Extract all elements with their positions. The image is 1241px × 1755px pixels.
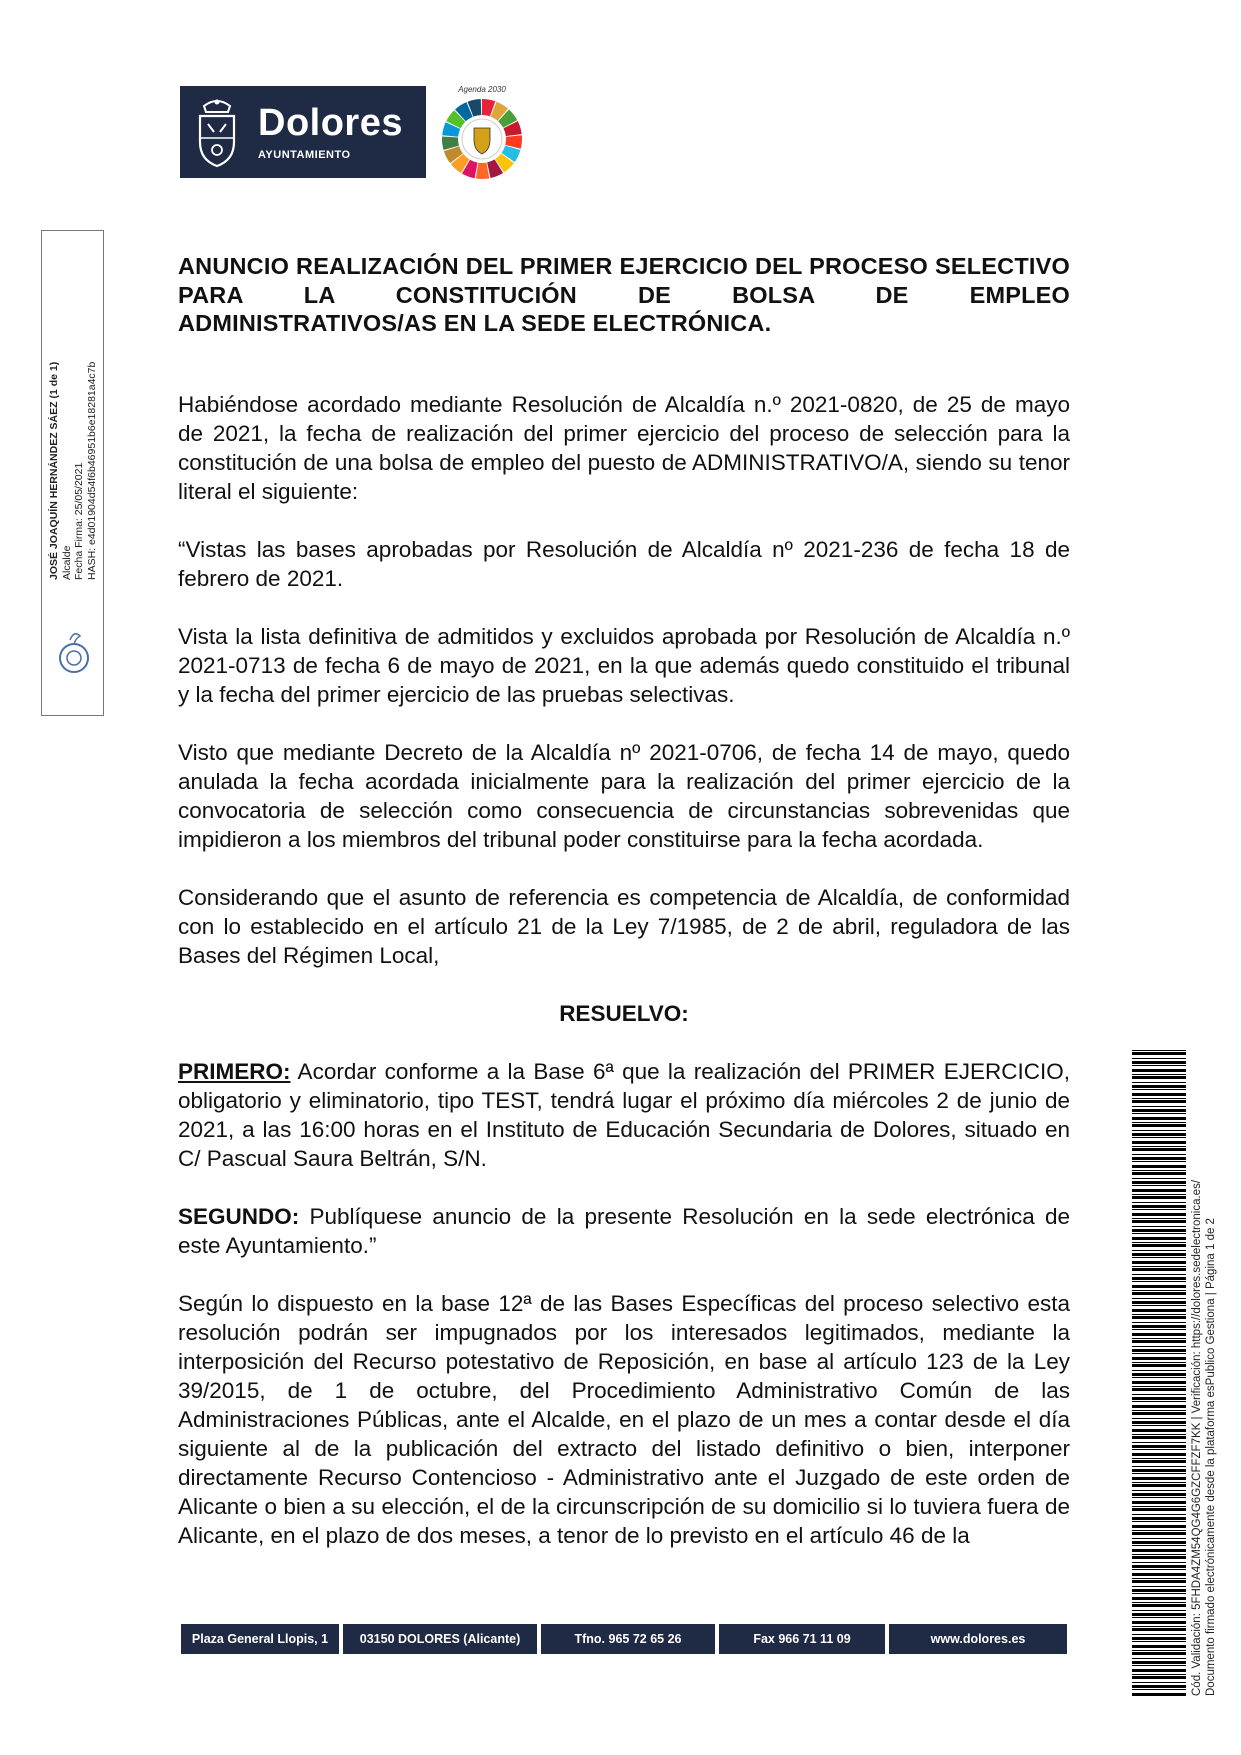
validation-line-2: Documento firmado electrónicamente desde la plataforma esPublico Gestiona | Página 1 de 2 — [1205, 1218, 1217, 1696]
barcode-bar — [1132, 1466, 1186, 1467]
barcode-bar — [1132, 1220, 1186, 1223]
barcode-bar — [1132, 1445, 1186, 1448]
barcode-bar — [1132, 1617, 1186, 1618]
barcode-bar — [1132, 1170, 1186, 1171]
barcode-bar — [1132, 1113, 1186, 1114]
barcode-bar — [1132, 1442, 1186, 1443]
barcode-bar — [1132, 1373, 1186, 1376]
seal-icon — [54, 610, 94, 680]
barcode-bar — [1132, 1093, 1186, 1096]
barcode-bar — [1132, 1069, 1186, 1072]
agenda-2030-logo — [432, 82, 532, 182]
barcode-bar — [1132, 1545, 1186, 1546]
barcode-bar — [1132, 1213, 1186, 1216]
segundo-label: SEGUNDO: — [178, 1204, 300, 1229]
barcode-bar — [1132, 1676, 1186, 1679]
barcode-icon — [1132, 1050, 1186, 1700]
barcode-bar — [1132, 1521, 1186, 1522]
signature-date: Fecha Firma: 25/05/2021 — [73, 462, 85, 580]
signer-role: Alcalde — [60, 545, 73, 580]
barcode-bar — [1132, 1410, 1186, 1411]
barcode-bar — [1132, 1418, 1186, 1419]
footer-address: Plaza General Llopis, 1 — [181, 1624, 339, 1654]
barcode-bar — [1132, 1473, 1186, 1474]
footer-bar — [181, 1624, 1067, 1654]
barcode-bar — [1132, 1100, 1186, 1103]
barcode-bar — [1132, 1233, 1186, 1234]
barcode-bar — [1132, 1061, 1186, 1064]
barcode-bar — [1132, 1329, 1186, 1330]
barcode-bar — [1132, 1349, 1186, 1352]
barcode-bar — [1132, 1405, 1186, 1408]
barcode-bar — [1132, 1501, 1186, 1504]
barcode-bar — [1132, 1665, 1186, 1666]
title-line-2: SELECTIVO PARA LA CONSTITUCIÓN DE BOLSA DE EMPLEO — [178, 253, 1070, 308]
barcode-bar — [1132, 1338, 1186, 1339]
primero-label: PRIMERO: — [178, 1059, 291, 1084]
barcode-bar — [1132, 1565, 1186, 1568]
barcode-bar — [1132, 1554, 1186, 1555]
barcode-bar — [1132, 1453, 1186, 1456]
barcode-bar — [1132, 1637, 1186, 1640]
agenda-wheel-segment — [476, 163, 490, 179]
barcode-bar — [1132, 1082, 1186, 1083]
barcode-bar — [1132, 1250, 1186, 1251]
barcode-bar — [1132, 1346, 1186, 1347]
barcode-bar — [1132, 1434, 1186, 1435]
barcode-bar — [1132, 1357, 1186, 1360]
barcode-bar — [1132, 1514, 1186, 1515]
barcode-bar — [1132, 1517, 1186, 1520]
barcode-bar — [1132, 1157, 1186, 1160]
document-body — [178, 390, 1070, 1579]
barcode-bar — [1132, 1397, 1186, 1400]
paragraph-admitidos: Vista la lista definitiva de admitidos y excluidos aprobada por Resolución de Alcaldía n.º 2021-0713 de fecha 6 de mayo de 2021, en la que además quedo constituido el tribunal y la fecha del primer ejercicio de las pruebas selectivas. — [178, 624, 1070, 707]
barcode-bar — [1132, 1538, 1186, 1539]
paragraph-primero — [178, 1057, 1070, 1173]
barcode-bar — [1132, 1322, 1186, 1323]
barcode-bar — [1132, 1161, 1186, 1162]
segundo-text: Publíquese anuncio de la presente Resolución en la sede electrónica de este Ayuntamiento.” — [178, 1204, 1070, 1258]
barcode-bar — [1132, 1141, 1186, 1144]
paragraph-recursos: Según lo dispuesto en la base 12ª de las Bases Específicas del proceso selectivo esta resolución podrán ser impugnados por los interesados legitimados, mediante la interposición del Recurso potestativo de Reposición, en base al artículo 123 de la Ley 39/2015, de 1 de octubre, del Procedimiento Administrativo Común de las Administraciones Públicas, ante el Alcalde, en el plazo de un mes a contar desde el día siguiente al de la publicación del extracto del listado definitivo o bien, interponer directamente Recurso Contencioso - Administrativo ante el Juzgado de este orden de Alicante o bien a su elección, el de la circunscripción de su domicilio si lo tuviera fuera de Alicante, en el plazo de dos meses, a tenor de lo previsto en el artículo 46 de la — [178, 1291, 1070, 1548]
barcode-bar — [1132, 1556, 1186, 1559]
barcode-bar — [1132, 1202, 1186, 1203]
barcode-bar — [1132, 1340, 1186, 1343]
barcode-bar — [1132, 1569, 1186, 1570]
barcode-bar — [1132, 1578, 1186, 1579]
barcode-bar — [1132, 1137, 1186, 1138]
barcode-bar — [1132, 1593, 1186, 1594]
barcode-bar — [1132, 1634, 1186, 1635]
barcode-bar — [1132, 1386, 1186, 1387]
barcode-bar — [1132, 1281, 1186, 1282]
barcode-bar — [1132, 1165, 1186, 1168]
barcode-bar — [1132, 1172, 1186, 1175]
barcode-bar — [1132, 1562, 1186, 1563]
barcode-bar — [1132, 1621, 1186, 1624]
barcode-bar — [1132, 1652, 1186, 1655]
barcode-bar — [1132, 1292, 1186, 1295]
barcode-bar — [1132, 1645, 1186, 1648]
barcode-bar — [1132, 1154, 1186, 1155]
barcode-bar — [1132, 1477, 1186, 1480]
barcode-bar — [1132, 1388, 1186, 1391]
barcode-bar — [1132, 1604, 1186, 1607]
barcode-bar — [1132, 1482, 1186, 1483]
barcode-bar — [1132, 1610, 1186, 1611]
barcode-bar — [1132, 1674, 1186, 1675]
barcode-bar — [1132, 1429, 1186, 1432]
footer-phone: Tfno. 965 72 65 26 — [541, 1624, 715, 1654]
barcode-bar — [1132, 1586, 1186, 1587]
barcode-bar — [1132, 1589, 1186, 1592]
barcode-bar — [1132, 1266, 1186, 1267]
document-title — [178, 252, 1070, 338]
barcode-bar — [1132, 1685, 1186, 1688]
barcode-bar — [1132, 1314, 1186, 1315]
barcode-bar — [1132, 1089, 1186, 1090]
barcode-bar — [1132, 1148, 1186, 1151]
barcode-bar — [1132, 1325, 1186, 1328]
logo-subtitle: AYUNTAMIENTO — [258, 149, 351, 161]
barcode-bar — [1132, 1449, 1186, 1450]
barcode-bar — [1132, 1196, 1186, 1199]
barcode-bar — [1132, 1580, 1186, 1583]
barcode-bar — [1132, 1573, 1186, 1576]
barcode-bar — [1132, 1436, 1186, 1439]
barcode-bar — [1132, 1693, 1186, 1696]
barcode-bar — [1132, 1257, 1186, 1258]
barcode-bar — [1132, 1117, 1186, 1120]
barcode-bar — [1132, 1602, 1186, 1603]
barcode-bar — [1132, 1484, 1186, 1487]
barcode-bar — [1132, 1261, 1186, 1264]
paragraph-considerando: Considerando que el asunto de referencia es competencia de Alcaldía, de conformidad con lo establecido en el artículo 21 de la Ley 7/1985, de 2 de abril, reguladora de las Bases del Régimen Local, — [178, 885, 1070, 968]
barcode-bar — [1132, 1076, 1186, 1079]
barcode-bar — [1132, 1268, 1186, 1271]
barcode-bar — [1132, 1316, 1186, 1319]
barcode-bar — [1132, 1469, 1186, 1472]
paragraph-intro: Habiéndose acordado mediante Resolución de Alcaldía n.º 2021-0820, de 25 de mayo de 2021, la fecha de realización del primer ejercicio del proceso de selección para la constitución de una bolsa de empleo del puesto de ADMINISTRATIVO/A, siendo su tenor literal el siguiente: — [178, 392, 1070, 504]
barcode-bar — [1132, 1497, 1186, 1498]
barcode-bar — [1132, 1133, 1186, 1136]
barcode-bar — [1132, 1244, 1186, 1247]
footer-fax: Fax 966 71 11 09 — [719, 1624, 885, 1654]
barcode-bar — [1132, 1362, 1186, 1363]
barcode-bar — [1132, 1058, 1186, 1059]
barcode-bar — [1132, 1364, 1186, 1367]
footer-city: 03150 DOLORES (Alicante) — [343, 1624, 537, 1654]
barcode-bar — [1132, 1309, 1186, 1312]
barcode-bar — [1132, 1421, 1186, 1424]
barcode-bar — [1132, 1597, 1186, 1600]
primero-text: Acordar conforme a la Base 6ª que la realización del PRIMER EJERCICIO, obligatorio y eliminatorio, tipo TEST, tendrá lugar el próximo día miércoles 2 de junio de 2021, a las 16:00 horas en el Instituto de Educación Secundaria de Dolores, situado en C/ Pascual Saura Beltrán, S/N. — [178, 1059, 1070, 1171]
barcode-bar — [1132, 1253, 1186, 1256]
title-line-3: ADMINISTRATIVOS/AS EN LA SEDE ELECTRÓNICA. — [178, 310, 772, 336]
barcode-bar — [1132, 1425, 1186, 1426]
barcode-bar — [1132, 1532, 1186, 1535]
validation-text — [1190, 1056, 1218, 1696]
barcode-bar — [1132, 1226, 1186, 1227]
barcode-bar — [1132, 1085, 1186, 1088]
barcode-bar — [1132, 1658, 1186, 1659]
barcode-bar — [1132, 1242, 1186, 1243]
footer-web[interactable]: www.dolores.es — [889, 1624, 1067, 1654]
barcode-bar — [1132, 1305, 1186, 1306]
validation-line-1: Cód. Validación: 5FHDA4ZM54QG4G6GZCFFZF7KK | Verificación: https://dolores.sedelectronica.es/ — [1191, 1179, 1203, 1696]
barcode-bar — [1132, 1301, 1186, 1304]
barcode-bar — [1132, 1508, 1186, 1511]
signature-text — [48, 110, 98, 580]
barcode-bar — [1132, 1218, 1186, 1219]
barcode-bar — [1132, 1689, 1186, 1690]
barcode-bar — [1132, 1050, 1186, 1051]
barcode-bar — [1132, 1628, 1186, 1631]
barcode-bar — [1132, 1458, 1186, 1459]
barcode-bar — [1132, 1394, 1186, 1395]
barcode-bar — [1132, 1530, 1186, 1531]
barcode-bar — [1132, 1194, 1186, 1195]
signer-name: JOSÉ JOAQUÍN HERNÁNDEZ SÁEZ (1 de 1) — [48, 361, 60, 580]
barcode-bar — [1132, 1185, 1186, 1186]
signature-hash: HASH: e4d01904d54f6b46951b6e18281a4c7b — [85, 361, 98, 580]
barcode-bar — [1132, 1209, 1186, 1210]
barcode-bar — [1132, 1130, 1186, 1131]
barcode-bar — [1132, 1493, 1186, 1496]
barcode-bar — [1132, 1178, 1186, 1179]
barcode-bar — [1132, 1285, 1186, 1288]
barcode-bar — [1132, 1669, 1186, 1672]
barcode-bar — [1132, 1460, 1186, 1463]
barcode-bar — [1132, 1506, 1186, 1507]
barcode-bar — [1132, 1205, 1186, 1208]
barcode-bar — [1132, 1189, 1186, 1192]
barcode-bar — [1132, 1381, 1186, 1384]
barcode-bar — [1132, 1333, 1186, 1336]
barcode-bar — [1132, 1229, 1186, 1232]
paragraph-bases: “Vistas las bases aprobadas por Resolución de Alcaldía nº 2021-236 de fecha 18 de febrero de 2021. — [178, 537, 1070, 591]
barcode-bar — [1132, 1650, 1186, 1651]
barcode-bar — [1132, 1549, 1186, 1552]
barcode-bar — [1132, 1052, 1186, 1055]
barcode-bar — [1132, 1109, 1186, 1112]
barcode-bar — [1132, 1274, 1186, 1275]
barcode-bar — [1132, 1298, 1186, 1299]
barcode-bar — [1132, 1490, 1186, 1491]
barcode-bar — [1132, 1682, 1186, 1683]
barcode-bar — [1132, 1370, 1186, 1371]
barcode-bar — [1132, 1065, 1186, 1066]
barcode-bar — [1132, 1641, 1186, 1642]
barcode-bar — [1132, 1237, 1186, 1240]
paragraph-decreto: Visto que mediante Decreto de la Alcaldía nº 2021-0706, de fecha 14 de mayo, quedo anulada la fecha acordada inicialmente para la realización del primer ejercicio de la convocatoria de selección como consecuencia de circunstancias sobrevenidas que impidieron a los miembros del tribunal poder constituirse para la fecha acordada. — [178, 740, 1070, 852]
barcode-bar — [1132, 1661, 1186, 1664]
title-line-1: ANUNCIO REALIZACIÓN DEL PRIMER EJERCICIO DEL PROCESO — [178, 253, 929, 279]
barcode-bar — [1132, 1098, 1186, 1099]
barcode-bar — [1132, 1626, 1186, 1627]
barcode-bar — [1132, 1541, 1186, 1544]
barcode-bar — [1132, 1525, 1186, 1528]
coat-of-arms-icon — [190, 94, 244, 170]
municipality-logo — [180, 86, 426, 178]
barcode-bar — [1132, 1146, 1186, 1147]
barcode-bar — [1132, 1613, 1186, 1616]
barcode-bar — [1132, 1122, 1186, 1123]
resuelvo-heading: RESUELVO: — [559, 1001, 689, 1026]
paragraph-segundo — [178, 1202, 1070, 1260]
logo-name: Dolores — [258, 102, 403, 144]
barcode-bar — [1132, 1353, 1186, 1354]
barcode-bar — [1132, 1277, 1186, 1280]
barcode-bar — [1132, 1124, 1186, 1127]
barcode-bar — [1132, 1106, 1186, 1107]
barcode-bar — [1132, 1290, 1186, 1291]
agenda-label: Agenda 2030 — [458, 85, 506, 94]
barcode-bar — [1132, 1181, 1186, 1184]
barcode-bar — [1132, 1074, 1186, 1075]
barcode-bar — [1132, 1401, 1186, 1402]
barcode-bar — [1132, 1377, 1186, 1378]
barcode-bar — [1132, 1412, 1186, 1415]
